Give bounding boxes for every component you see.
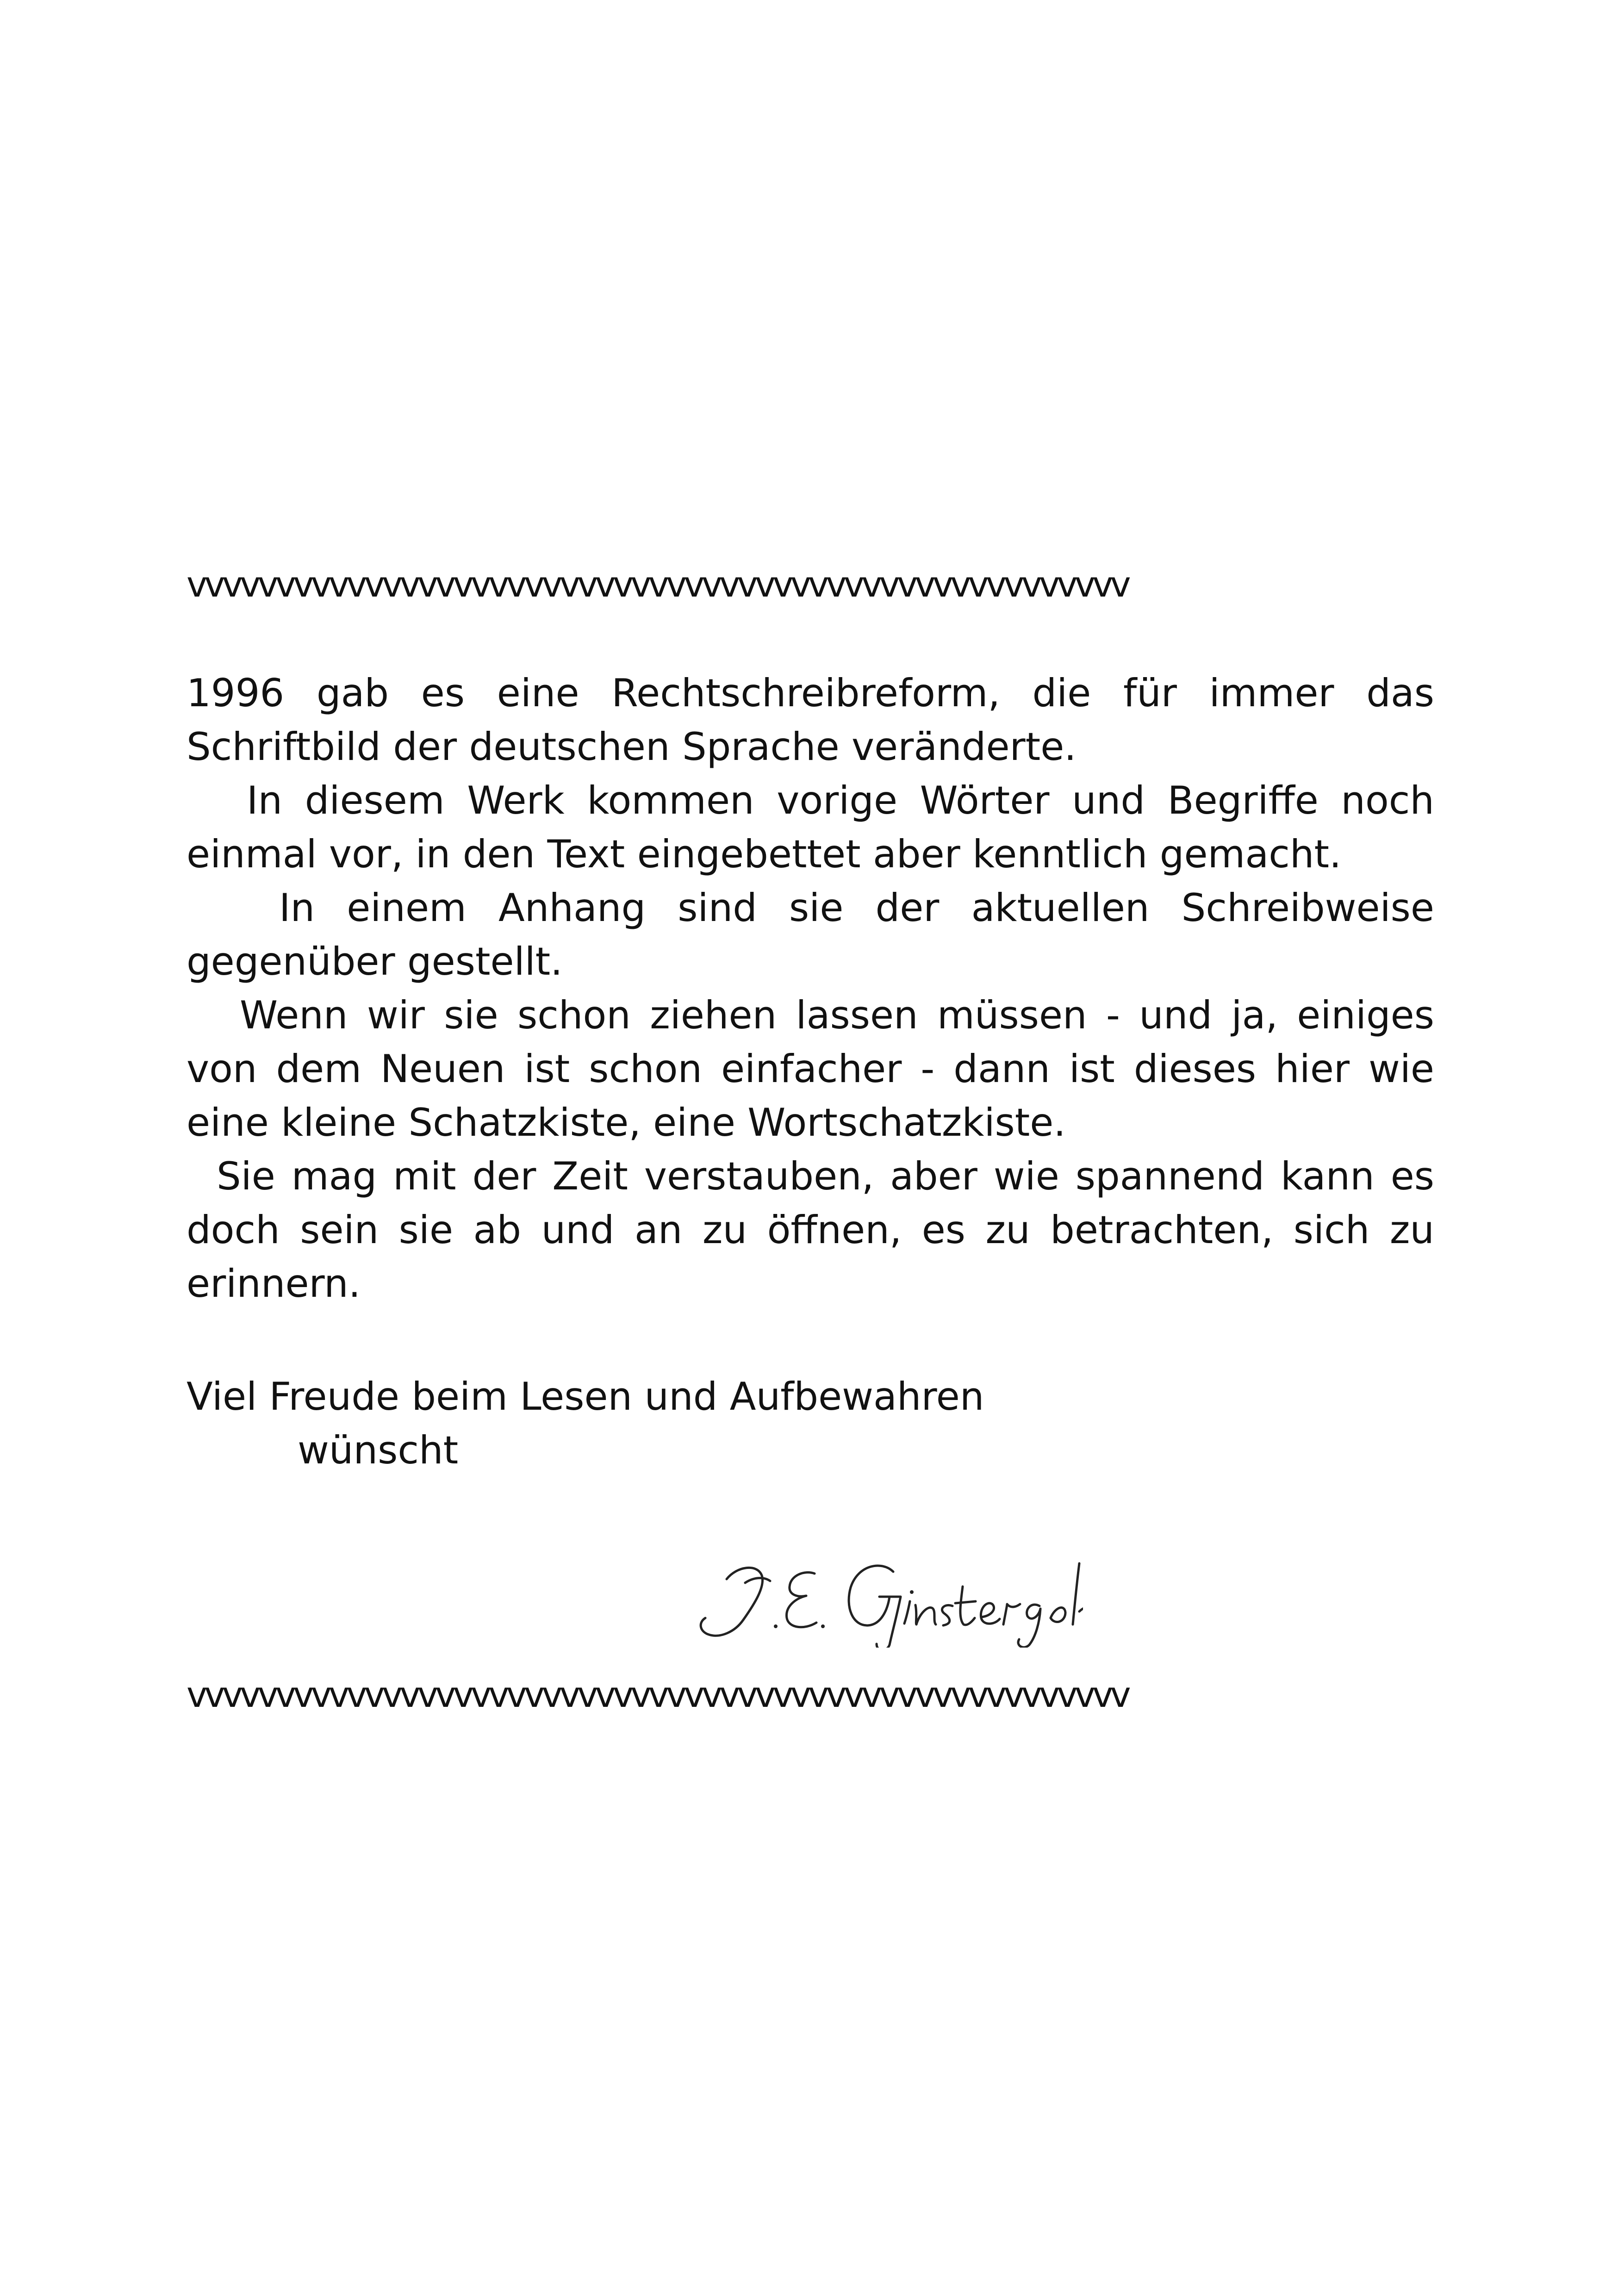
paragraph-5: Sie mag mit der Zeit verstauben, aber wie spannend kann es doch sein sie ab und an zu öffnen, es zu betrachten, sich zu erinnern. <box>187 1154 1434 1306</box>
paragraph-3: In einem Anhang sind sie der aktuellen Schreibweise gegenüber gestellt. <box>187 885 1434 984</box>
paragraph-2: In diesem Werk kommen vorige Wörter und Begriffe noch einmal vor, in den Text eingebettet aber kenntlich gemacht. <box>187 778 1434 877</box>
closing-line: Viel Freude beim Lesen und Aufbewahren <box>187 1374 984 1419</box>
body-text <box>187 666 1434 1311</box>
wish-line: wünscht <box>298 1428 459 1473</box>
paragraph-4: Wenn wir sie schon ziehen lassen müssen - und ja, einiges von dem Neuen ist schon einfacher - dann ist dieses hier wie eine kleine Schatzkiste, eine Wortschatzkiste. <box>187 993 1434 1145</box>
paragraph-1: 1996 gab es eine Rechtschreibreform, die für immer das Schriftbild der deutschen Sprache veränderte. <box>187 671 1434 769</box>
bottom-divider: vvvvvvvvvvvvvvvvvvvvvvvvvvvvvvvvvvvvvvvvvvvvvvvvvvvvv <box>187 1674 1128 1715</box>
top-divider: vvvvvvvvvvvvvvvvvvvvvvvvvvvvvvvvvvvvvvvvvvvvvvvvvvvvv <box>187 564 1128 605</box>
signature <box>676 1527 1083 1648</box>
